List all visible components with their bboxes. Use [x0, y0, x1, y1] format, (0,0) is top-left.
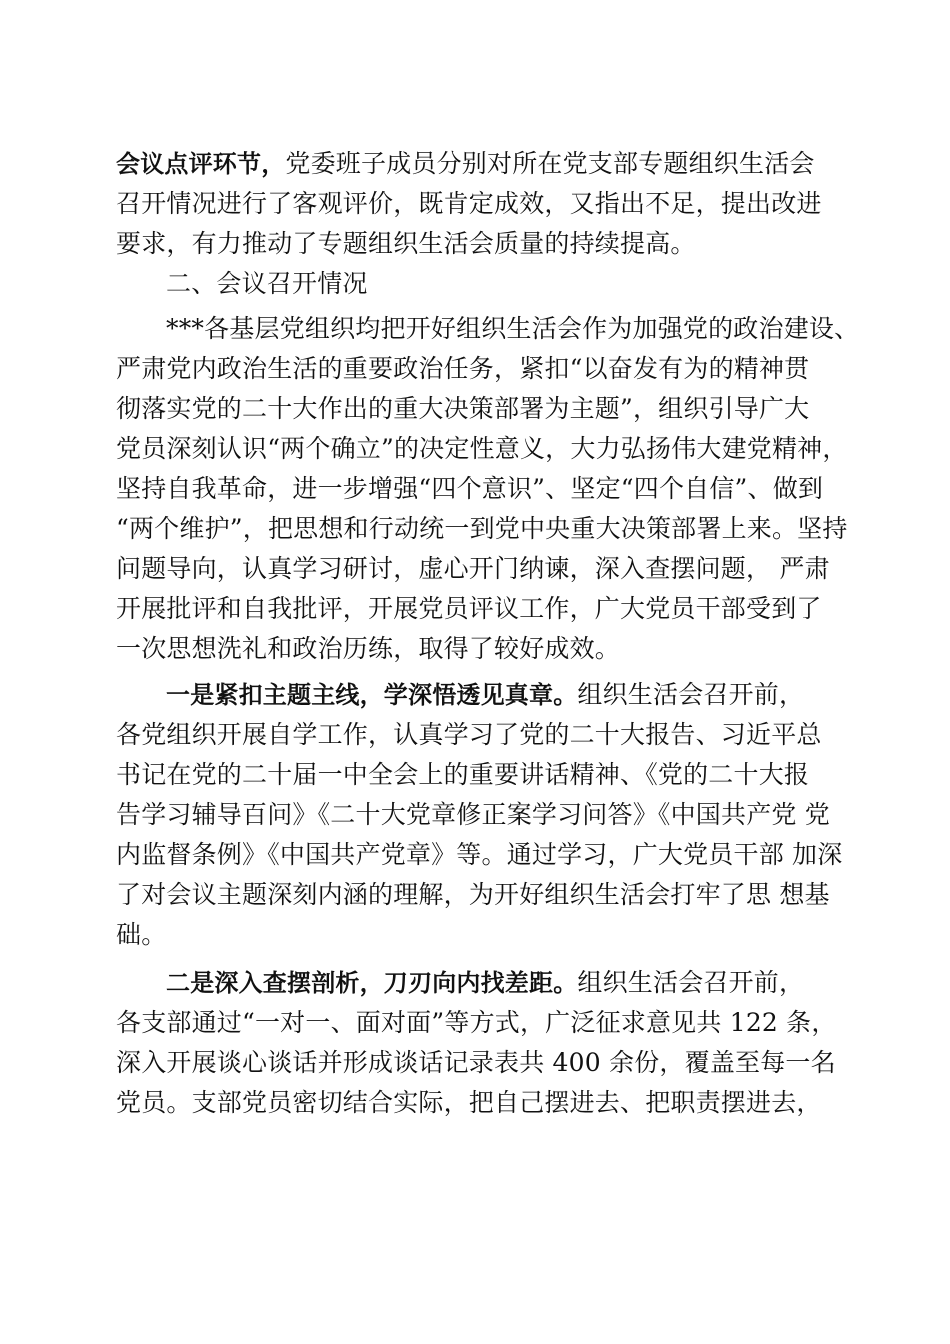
paragraph-2-line-7: 问题导向，认真学习研讨，虚心开门纳谏，深入查摆问题， 严肃 — [116, 554, 830, 583]
paragraph-1-line-3: 要求，有力推动了专题组织生活会质量的持续提高。 — [116, 229, 696, 258]
paragraph-1-lead: 会议点评环节， — [116, 150, 286, 178]
section-heading: 二、会议召开情况 — [166, 269, 368, 298]
paragraph-3-line-3: 书记在党的二十届一中全会上的重要讲话精神、《党的二十大报 — [116, 760, 810, 789]
paragraph-4-lead: 二是深入查摆剖析，刀刃向内找差距。 — [166, 969, 578, 997]
paragraph-2-line-6: “两个维护”，把思想和行动统一到党中央重大决策部署上来。坚持 — [116, 514, 848, 543]
paragraph-2-line-1: ***各基层党组织均把开好组织生活会作为加强党的政治建设、 — [166, 314, 860, 343]
paragraph-3-line-6: 了对会议主题深刻内涵的理解，为开好组织生活会打牢了思 想基 — [116, 880, 830, 909]
paragraph-1-line-2: 召开情况进行了客观评价，既肯定成效，又指出不足，提出改进 — [116, 189, 822, 218]
paragraph-4-line-2: 各支部通过“一对一、面对面”等方式，广泛征求意见共 122 条， — [116, 1008, 837, 1037]
paragraph-2-line-3: 彻落实党的二十大作出的重大决策部署为主题”，组织引导广大 — [116, 394, 810, 423]
paragraph-3-line-1-text: 组织生活会召开前， — [577, 680, 805, 709]
paragraph-2-line-5: 坚持自我革命，进一步增强“四个意识”、坚定“四个自信”、做到 — [116, 474, 824, 503]
paragraph-1-line-1 — [116, 144, 876, 184]
paragraph-4-line-3: 深入开展谈心谈话并形成谈话记录表共 400 余份，覆盖至每一名 — [116, 1048, 836, 1077]
paragraph-3-line-1 — [166, 675, 876, 715]
paragraph-4-line-1 — [166, 963, 876, 1003]
paragraph-3-line-4: 告学习辅导百问》《二十大党章修正案学习问答》《中国共产党 党 — [116, 800, 830, 829]
paragraph-2-line-9: 一次思想洗礼和政治历练，取得了较好成效。 — [116, 634, 621, 663]
paragraph-3-line-2: 各党组织开展自学工作，认真学习了党的二十大报告、习近平总 — [116, 720, 822, 749]
paragraph-4-line-1-text: 组织生活会召开前， — [577, 968, 805, 997]
paragraph-3-line-5: 内监督条例》《中国共产党章》等。通过学习，广大党员干部 加深 — [116, 840, 843, 869]
paragraph-3-line-7: 础。 — [116, 920, 167, 949]
paragraph-1-line-1-text: 党委班子成员分别对所在党支部专题组织生活会 — [285, 149, 815, 178]
paragraph-3-lead: 一是紧扣主题主线，学深悟透见真章。 — [166, 681, 578, 709]
paragraph-4-line-4: 党员。支部党员密切结合实际，把自己摆进去、把职责摆进去， — [116, 1088, 822, 1117]
paragraph-2-line-8: 开展批评和自我批评，开展党员评议工作，广大党员干部受到了 — [116, 594, 822, 623]
paragraph-2-line-2: 严肃党内政治生活的重要政治任务，紧扣“以奋发有为的精神贯 — [116, 354, 810, 383]
paragraph-2-line-4: 党员深刻认识“两个确立”的决定性意义，大力弘扬伟大建党精神， — [116, 434, 848, 463]
